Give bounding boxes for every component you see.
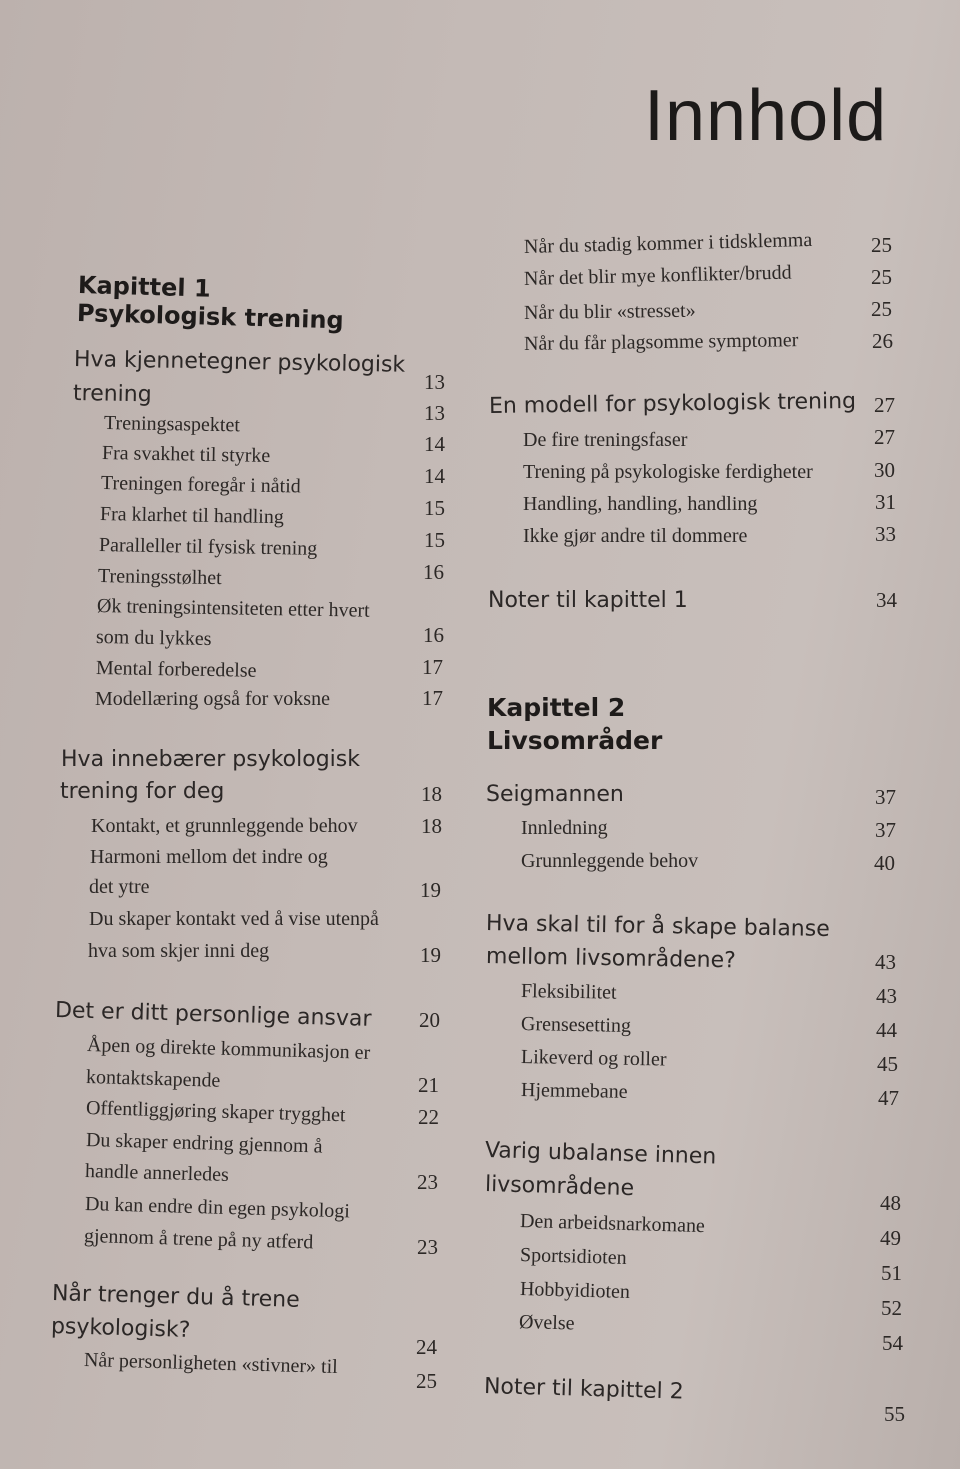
toc-entry: Når du stadig kommer i tidsklemma xyxy=(523,228,813,258)
section-heading: Seigmannen xyxy=(486,782,624,807)
page-number: 47 xyxy=(878,1086,899,1110)
page-number: 25 xyxy=(871,297,892,321)
page-number: 25 xyxy=(871,233,892,257)
toc-entry-continued: hva som skjer inni deg xyxy=(88,940,270,962)
notes-chapter-2: Noter til kapittel 2 xyxy=(483,1374,685,1405)
page-number: 44 xyxy=(876,1018,897,1042)
section-heading: En modell for psykologisk trening xyxy=(488,388,857,419)
page-number: 43 xyxy=(875,950,896,974)
page-number: 40 xyxy=(874,851,895,875)
page-number: 54 xyxy=(882,1331,903,1355)
page-number: 23 xyxy=(417,1235,438,1259)
section-heading: livsområdene xyxy=(484,1172,635,1202)
toc-entry: Du skaper kontakt ved å vise utenpå xyxy=(89,908,379,930)
page-number: 16 xyxy=(423,560,444,584)
toc-entry: Modellæring også for voksne xyxy=(95,688,330,710)
page-number: 34 xyxy=(876,588,897,612)
toc-entry: Øvelse xyxy=(518,1311,575,1335)
page-number: 15 xyxy=(424,496,445,520)
notes-chapter-1: Noter til kapittel 1 xyxy=(488,588,688,613)
toc-entry: Harmoni mellom det indre og xyxy=(90,846,328,868)
toc-entry: Når det blir mye konflikter/brudd xyxy=(523,261,792,290)
toc-entry-continued: handle annerledes xyxy=(84,1160,230,1187)
toc-entry: Du kan endre din egen psykologi xyxy=(84,1193,351,1223)
toc-entry: Ikke gjør andre til dommere xyxy=(523,525,748,547)
toc-entry-continued: kontaktskapende xyxy=(85,1066,221,1092)
toc-entry: Handling, handling, handling xyxy=(523,493,758,515)
page-number: 17 xyxy=(422,655,443,679)
page-number: 25 xyxy=(416,1369,437,1393)
page-number: 19 xyxy=(420,878,441,902)
toc-entry: Grunnleggende behov xyxy=(521,850,699,872)
page-number: 31 xyxy=(875,490,896,514)
page-number: 14 xyxy=(424,432,445,456)
toc-entry: Treningsaspektet xyxy=(103,412,241,437)
section-heading: Varig ubalanse innen xyxy=(484,1138,717,1170)
toc-entry: Når du får plagsomme symptomer xyxy=(523,329,799,355)
section-heading: Når trenger du å trene xyxy=(51,1281,301,1313)
toc-entry: Øk treningsintensiteten etter hvert xyxy=(96,595,370,622)
section-heading: trening for deg xyxy=(60,779,225,804)
page-number: 19 xyxy=(420,943,441,967)
toc-entry: Du skaper endring gjennom å xyxy=(85,1129,323,1158)
toc-entry-continued: som du lykkes xyxy=(95,626,212,651)
page-number: 26 xyxy=(872,329,893,353)
page-number: 15 xyxy=(424,528,445,552)
page-number: 27 xyxy=(874,425,895,449)
toc-entry: Sportsidioten xyxy=(519,1244,627,1269)
toc-entry: Hjemmebane xyxy=(520,1079,628,1103)
section-heading: psykologisk? xyxy=(50,1314,191,1343)
page-number: 13 xyxy=(424,370,445,394)
page-number: 13 xyxy=(424,401,445,425)
chapter-2-title: Livsområder xyxy=(487,726,663,755)
page-number: 37 xyxy=(875,818,896,842)
page-number: 51 xyxy=(881,1261,902,1285)
page-number: 45 xyxy=(877,1052,898,1076)
page-number: 33 xyxy=(875,522,896,546)
page-number: 30 xyxy=(874,458,895,482)
toc-entry: Trening på psykologiske ferdigheter xyxy=(523,461,813,483)
toc-entry: Når personligheten «stivner» til xyxy=(83,1349,339,1379)
chapter-1-title: Psykologisk trening xyxy=(76,299,345,335)
page-number: 18 xyxy=(421,814,442,838)
page-number: 17 xyxy=(422,686,443,710)
section-heading: trening xyxy=(72,381,152,408)
toc-entry: Likeverd og roller xyxy=(520,1046,667,1071)
page-number: 21 xyxy=(418,1073,439,1097)
toc-entry: Innledning xyxy=(521,817,608,839)
toc-entry: Treningen foregår i nåtid xyxy=(100,472,301,498)
section-heading: Det er ditt personlige ansvar xyxy=(54,998,372,1032)
toc-entry: Fleksibilitet xyxy=(520,980,617,1004)
chapter-1-label: Kapittel 1 xyxy=(77,271,212,303)
toc-entry: Hobbyidioten xyxy=(519,1278,631,1304)
page-number: 24 xyxy=(416,1335,437,1359)
page-title: Innhold xyxy=(644,76,888,156)
page-number: 25 xyxy=(871,265,892,289)
page-number: 20 xyxy=(419,1008,440,1032)
toc-entry: Åpen og direkte kommunikasjon er xyxy=(86,1034,371,1064)
toc-entry: Den arbeidsnarkomane xyxy=(519,1210,706,1238)
page-number: 27 xyxy=(874,393,895,417)
toc-entry: Fra svakhet til styrke xyxy=(101,442,271,467)
page-number: 16 xyxy=(423,623,444,647)
page-number: 18 xyxy=(421,782,442,806)
page-number: 55 xyxy=(884,1402,905,1426)
toc-entry-continued: det ytre xyxy=(89,876,150,898)
section-heading: Hva skal til for å skape balanse xyxy=(485,911,830,942)
page-number: 22 xyxy=(418,1105,439,1129)
toc-entry: Grensesetting xyxy=(520,1013,632,1037)
toc-entry: De fire treningsfaser xyxy=(523,429,688,451)
section-heading: Hva innebærer psykologisk xyxy=(61,747,360,772)
chapter-2-label: Kapittel 2 xyxy=(487,693,626,722)
page-number: 52 xyxy=(881,1296,902,1320)
toc-entry: Når du blir «stresset» xyxy=(523,299,696,324)
page-number: 37 xyxy=(875,785,896,809)
section-heading: mellom livsområdene? xyxy=(485,944,737,974)
page-number: 48 xyxy=(880,1191,901,1215)
toc-entry: Mental forberedelse xyxy=(95,657,257,682)
toc-entry: Offentliggjøring skaper trygghet xyxy=(85,1097,346,1127)
page-number: 23 xyxy=(417,1170,438,1194)
toc-entry: Paralleller til fysisk trening xyxy=(98,534,318,560)
page-number: 14 xyxy=(424,464,445,488)
section-heading: Hva kjennetegner psykologisk xyxy=(73,347,406,378)
toc-entry: Kontakt, et grunnleggende behov xyxy=(91,815,358,837)
toc-entry: Fra klarhet til handling xyxy=(99,503,285,529)
page-number: 49 xyxy=(880,1226,901,1250)
toc-entry: Treningsstølhet xyxy=(97,565,222,590)
toc-entry-continued: gjennom å trene på ny atferd xyxy=(83,1225,314,1254)
page-number: 43 xyxy=(876,984,897,1008)
